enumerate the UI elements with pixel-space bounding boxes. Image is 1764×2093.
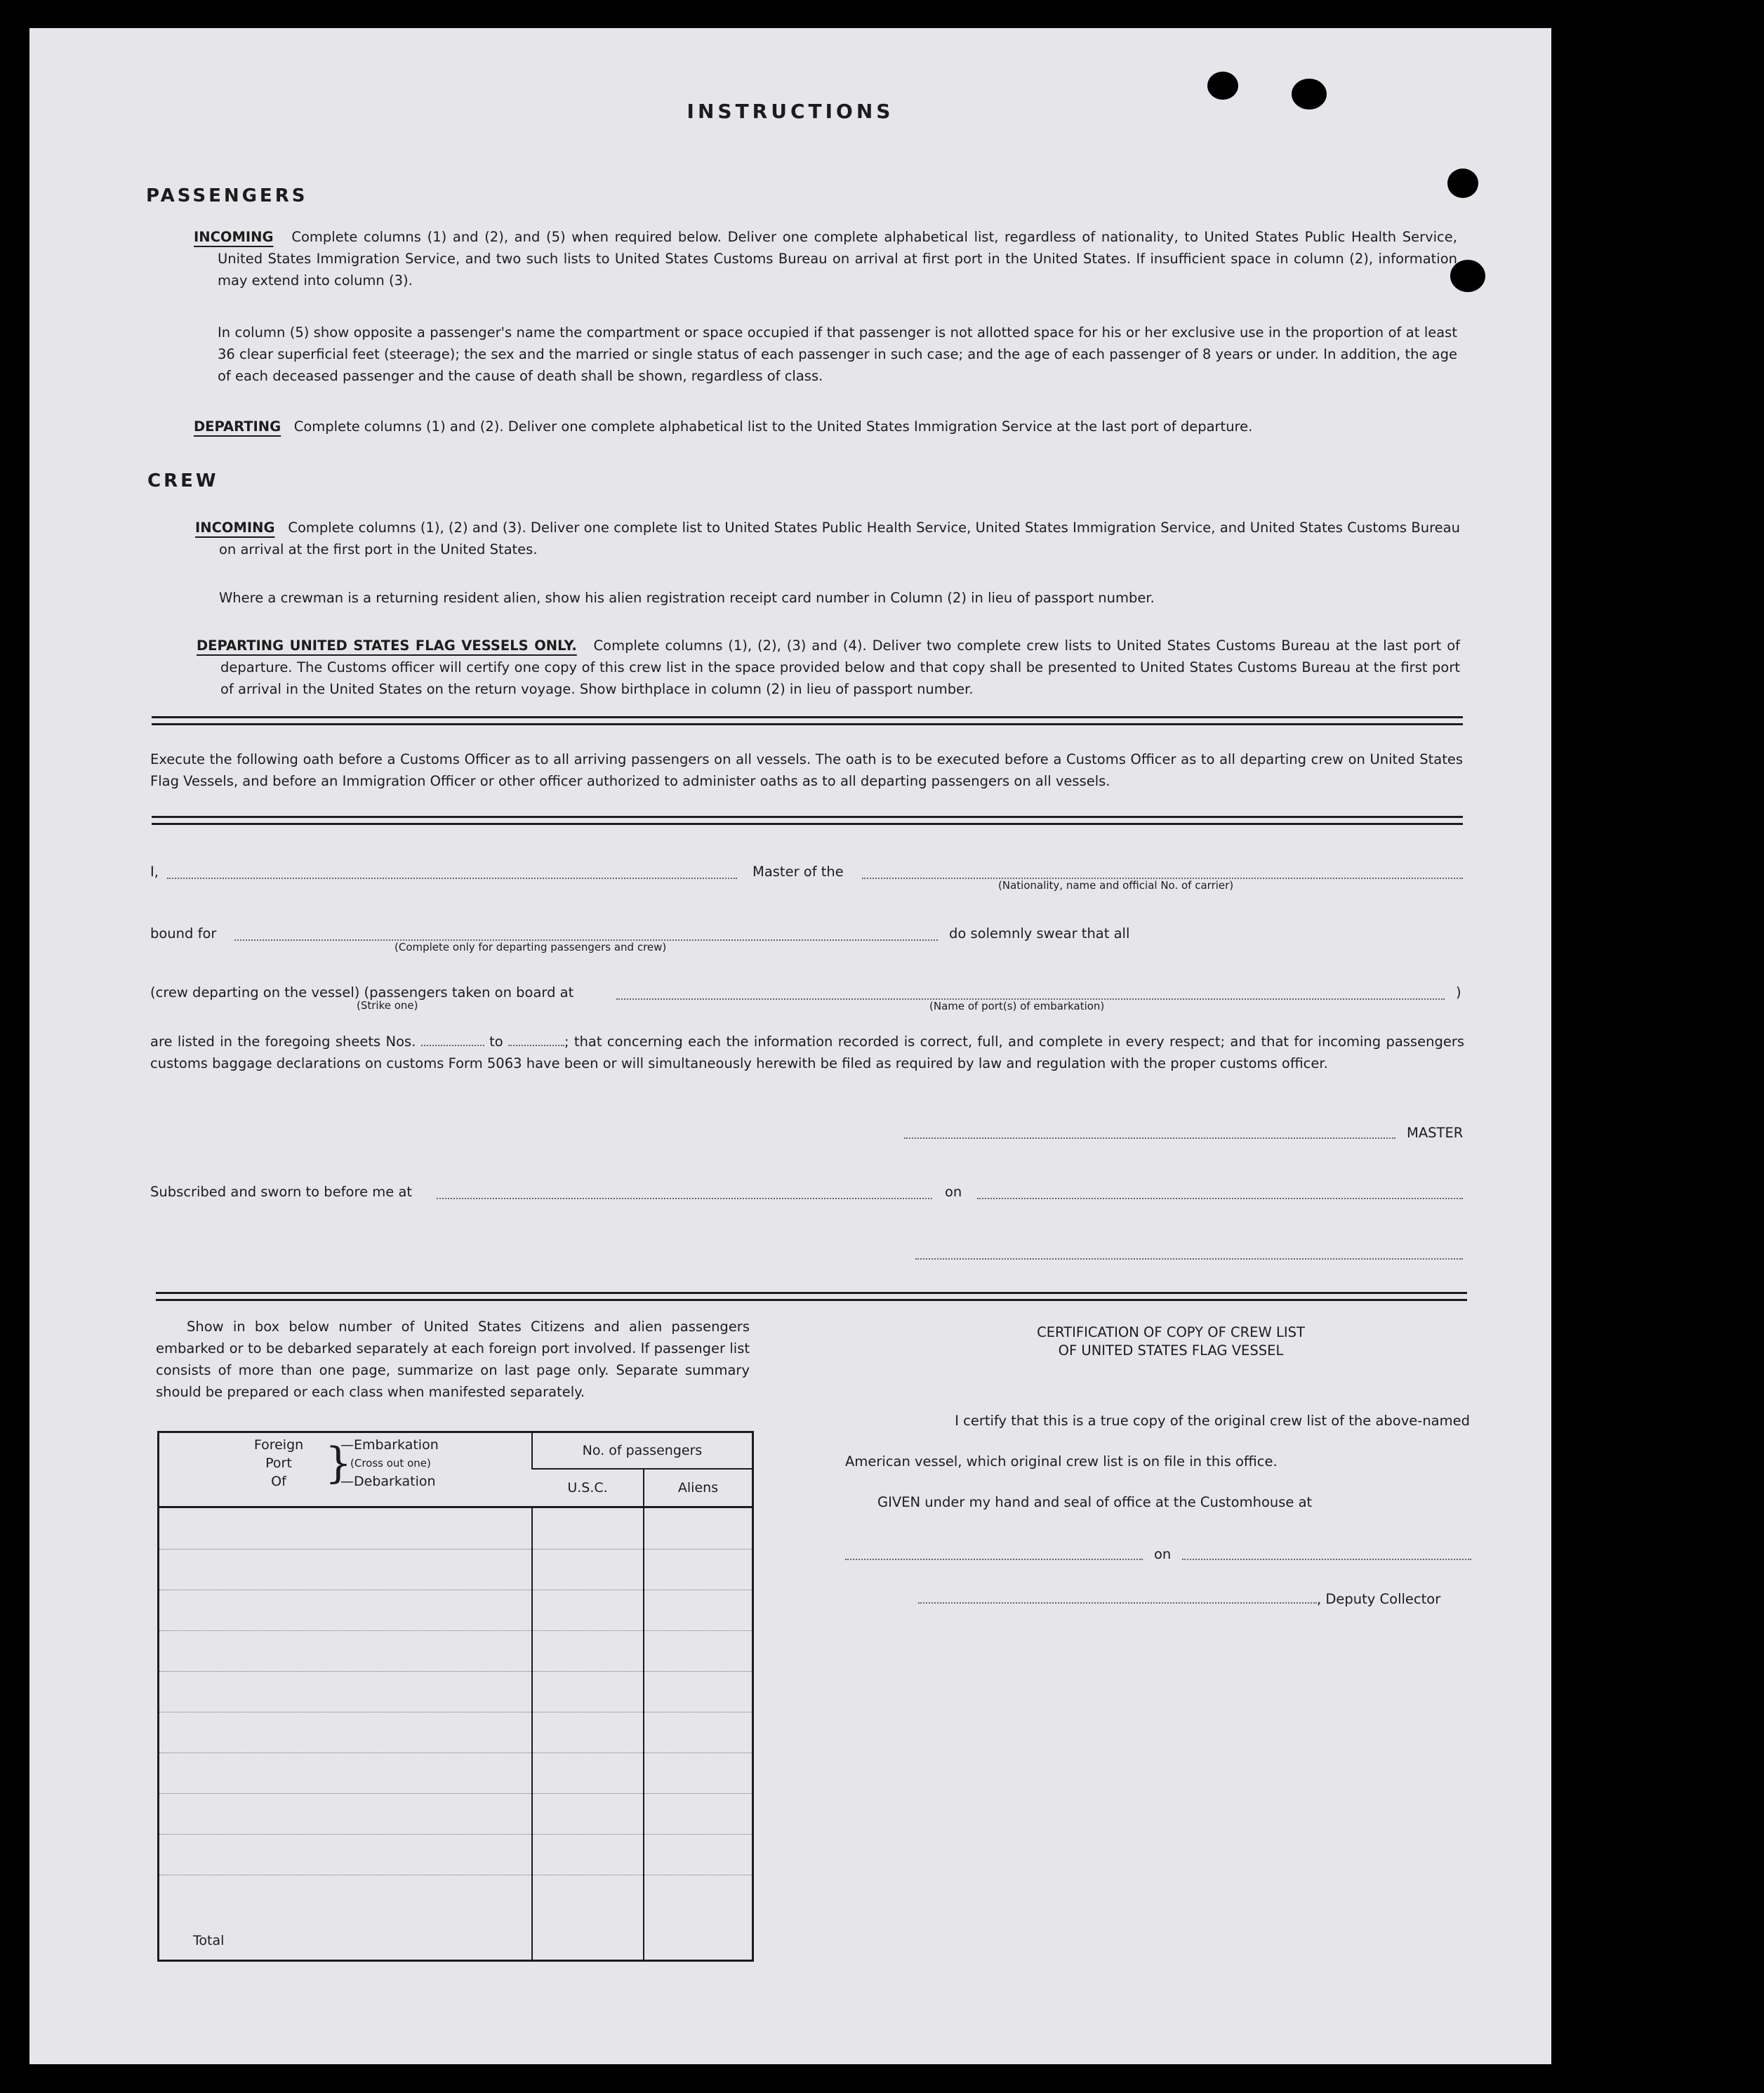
to-label: to: [489, 1034, 503, 1050]
col-foreign: Foreign: [253, 1437, 304, 1453]
oath-instructions: Execute the following oath before a Customs Officer as to all arriving passengers on all vessels. The oath is to be executed before a Customs Officer as to all departing crew on United States Flag Vessels, and before an Immigration Officer or other officer authorized to administer oaths as to all departing passengers on all vessels.: [150, 751, 1463, 789]
total-aliens[interactable]: [644, 1916, 753, 1961]
passengers-departing-text: Complete columns (1) and (2). Deliver one complete alphabetical list to the United States Immigration Service at the last port of departure.: [293, 418, 1253, 435]
summary-row-aliens[interactable]: [644, 1794, 753, 1835]
summary-row-port[interactable]: [159, 1631, 533, 1672]
summary-row-aliens[interactable]: [644, 1835, 753, 1875]
summary-row-port[interactable]: [159, 1672, 533, 1712]
punch-hole: [1207, 72, 1238, 100]
master-name-field[interactable]: [167, 878, 737, 879]
debarkation-option[interactable]: —Debarkation: [340, 1474, 436, 1489]
crew-incoming-label: INCOMING: [195, 520, 275, 536]
swear-label: do solemnly swear that all: [949, 925, 1130, 942]
master-of-the-label: Master of the: [752, 864, 844, 880]
summary-row-usc[interactable]: [532, 1753, 644, 1794]
summary-row-usc[interactable]: [532, 1875, 644, 1916]
resident-alien-instructions: Where a crewman is a returning resident alien, show his alien registration receipt card number in Column (2) in lieu of passport number.: [219, 590, 1155, 606]
total-usc[interactable]: [532, 1916, 644, 1961]
summary-row-port[interactable]: [159, 1753, 533, 1794]
passengers-heading: PASSENGERS: [146, 185, 308, 206]
deputy-signature-field[interactable]: [918, 1602, 1317, 1604]
sworn-date-field[interactable]: [977, 1198, 1463, 1199]
double-rule: [156, 1292, 1467, 1301]
incoming-label: INCOMING: [194, 229, 274, 245]
sheet-from-field[interactable]: [421, 1045, 484, 1046]
col-port: Port: [265, 1455, 292, 1471]
ports-caption: (Name of port(s) of embarkation): [929, 1000, 1105, 1012]
summary-row-usc[interactable]: [532, 1590, 644, 1631]
crew-departing-text: Complete columns (1), (2), (3) and (4). Deliver two complete crew lists to United States Customs Bureau at the last port of departure. The Customs officer will certify one copy of this crew list in the space provided below and that copy shall be presented to United States Customs Bureau at the first port of arrival in the United States on the return voyage. Show birthplace in column (2) in lieu of passport number.: [220, 638, 1460, 697]
bound-for-caption: (Complete only for departing passengers and crew): [394, 941, 667, 953]
departing-label: DEPARTING: [194, 418, 281, 435]
cert-date-field[interactable]: [1182, 1559, 1471, 1560]
deputy-collector-label: , Deputy Collector: [1317, 1591, 1441, 1607]
total-label: Total: [193, 1933, 225, 1948]
oath-i-label: I,: [150, 864, 159, 880]
double-rule: [152, 816, 1463, 825]
passenger-summary-table: [157, 1431, 754, 1962]
crew-departing-instructions: [197, 635, 1460, 700]
master-label: MASTER: [1407, 1125, 1464, 1141]
cross-out-caption: (Cross out one): [350, 1457, 431, 1470]
summary-instructions: Show in box below number of United States Citizens and alien passengers embarked or to be debarked separately at each foreign port involved. If passenger list consists of more than one page, summarize on last page only. Separate summary should be prepared or each class when manifested separately.: [156, 1319, 750, 1400]
brace-icon: }: [325, 1439, 352, 1488]
customhouse-field[interactable]: [845, 1559, 1143, 1560]
summary-row-usc[interactable]: [532, 1631, 644, 1672]
summary-row-usc[interactable]: [532, 1672, 644, 1712]
certification-title-2: OF UNITED STATES FLAG VESSEL: [1058, 1342, 1284, 1359]
summary-row-usc[interactable]: [532, 1794, 644, 1835]
subscribed-label: Subscribed and sworn to before me at: [150, 1184, 413, 1200]
summary-row-port[interactable]: [159, 1794, 533, 1835]
punch-hole: [1447, 169, 1478, 198]
strike-one-caption: (Strike one): [357, 999, 418, 1012]
passengers-incoming-text: Complete columns (1) and (2), and (5) when required below. Deliver one complete alphabetical list, regardless of nationality, to United States Public Health Service, United States Immigration Service, and two such lists to United States Customs Bureau on arrival at first port in the United States. If insufficient space in column (2), information may extend into column (3).: [218, 229, 1457, 289]
crew-incoming-text: Complete columns (1), (2) and (3). Deliver one complete list to United States Public Health Service, United States Immigration Service, and United States Customs Bureau on arrival at the first port in the United States.: [219, 520, 1460, 557]
crew-passengers-label: (crew departing on the vessel) (passengers taken on board at: [150, 984, 574, 1001]
american-vessel-text: American vessel, which original crew list is on file in this office.: [845, 1453, 1278, 1470]
summary-row-aliens[interactable]: [644, 1631, 753, 1672]
summary-row-port[interactable]: [159, 1550, 533, 1590]
bound-for-label: bound for: [150, 925, 217, 942]
carrier-caption: (Nationality, name and official No. of carrier): [998, 879, 1234, 892]
certify-text: I certify that this is a true copy of the original crew list of the above-named: [955, 1413, 1470, 1429]
form-page: [29, 28, 1551, 2064]
summary-row-aliens[interactable]: [644, 1753, 753, 1794]
aliens-header: Aliens: [644, 1469, 753, 1507]
crew-incoming-instructions: [195, 517, 1460, 560]
summary-row-aliens[interactable]: [644, 1712, 753, 1753]
crew-heading: CREW: [147, 470, 219, 491]
embarkation-option[interactable]: —Embarkation: [340, 1437, 439, 1453]
listed-a: are listed in the foregoing sheets Nos.: [150, 1034, 416, 1050]
summary-row-aliens[interactable]: [644, 1590, 753, 1631]
master-signature-field[interactable]: [904, 1137, 1395, 1139]
sworn-on-label: on: [945, 1184, 962, 1200]
summary-row-aliens[interactable]: [644, 1507, 753, 1550]
close-paren: ): [1456, 984, 1461, 1001]
summary-row-usc[interactable]: [532, 1507, 644, 1550]
summary-row-usc[interactable]: [532, 1712, 644, 1753]
summary-row-port[interactable]: [159, 1590, 533, 1631]
summary-row-port[interactable]: [159, 1507, 533, 1550]
summary-row-port[interactable]: [159, 1875, 533, 1916]
summary-row-port[interactable]: [159, 1835, 533, 1875]
summary-row-aliens[interactable]: [644, 1550, 753, 1590]
summary-row-aliens[interactable]: [644, 1672, 753, 1712]
summary-row-port[interactable]: [159, 1712, 533, 1753]
col-of: Of: [271, 1474, 286, 1489]
no-passengers-header: No. of passengers: [532, 1432, 753, 1469]
passengers-incoming-instructions: [194, 226, 1457, 291]
column5-instructions: In column (5) show opposite a passenger's name the compartment or space occupied if that passenger is not allotted space for his or her exclusive use in the proportion of at least 36 clear superficial feet (steerage); the sex and the married or single status of each passenger in such case; and the age of each passenger of 8 years or under. In addition, the age of each deceased passenger and the cause of death shall be shown, regardless of class.: [218, 324, 1457, 384]
cert-on-label: on: [1154, 1546, 1172, 1562]
usc-header: U.S.C.: [532, 1469, 644, 1507]
officer-signature-field[interactable]: [915, 1258, 1463, 1260]
oath-listed-text: [150, 1031, 1464, 1074]
double-rule: [152, 716, 1463, 725]
passengers-departing-instructions: [194, 416, 1457, 437]
summary-row-usc[interactable]: [532, 1835, 644, 1875]
listed-b: ; that concerning each the information recorded is correct, full, and complete in every respect; and that for incoming passengers customs baggage declarations on customs Form 5063 have been or will simultaneously herewith be filed as required by law and regulation with the proper customs officer.: [150, 1034, 1464, 1071]
summary-row-aliens[interactable]: [644, 1875, 753, 1916]
sheet-to-field[interactable]: [508, 1045, 564, 1046]
certification-title-1: CERTIFICATION OF COPY OF CREW LIST: [1037, 1324, 1305, 1340]
given-text: GIVEN under my hand and seal of office at the Customhouse at: [877, 1494, 1313, 1510]
sworn-location-field[interactable]: [437, 1198, 932, 1199]
crew-departing-label: DEPARTING UNITED STATES FLAG VESSELS ONLY.: [197, 638, 577, 654]
page-title: INSTRUCTIONS: [687, 100, 894, 123]
summary-row-usc[interactable]: [532, 1550, 644, 1590]
